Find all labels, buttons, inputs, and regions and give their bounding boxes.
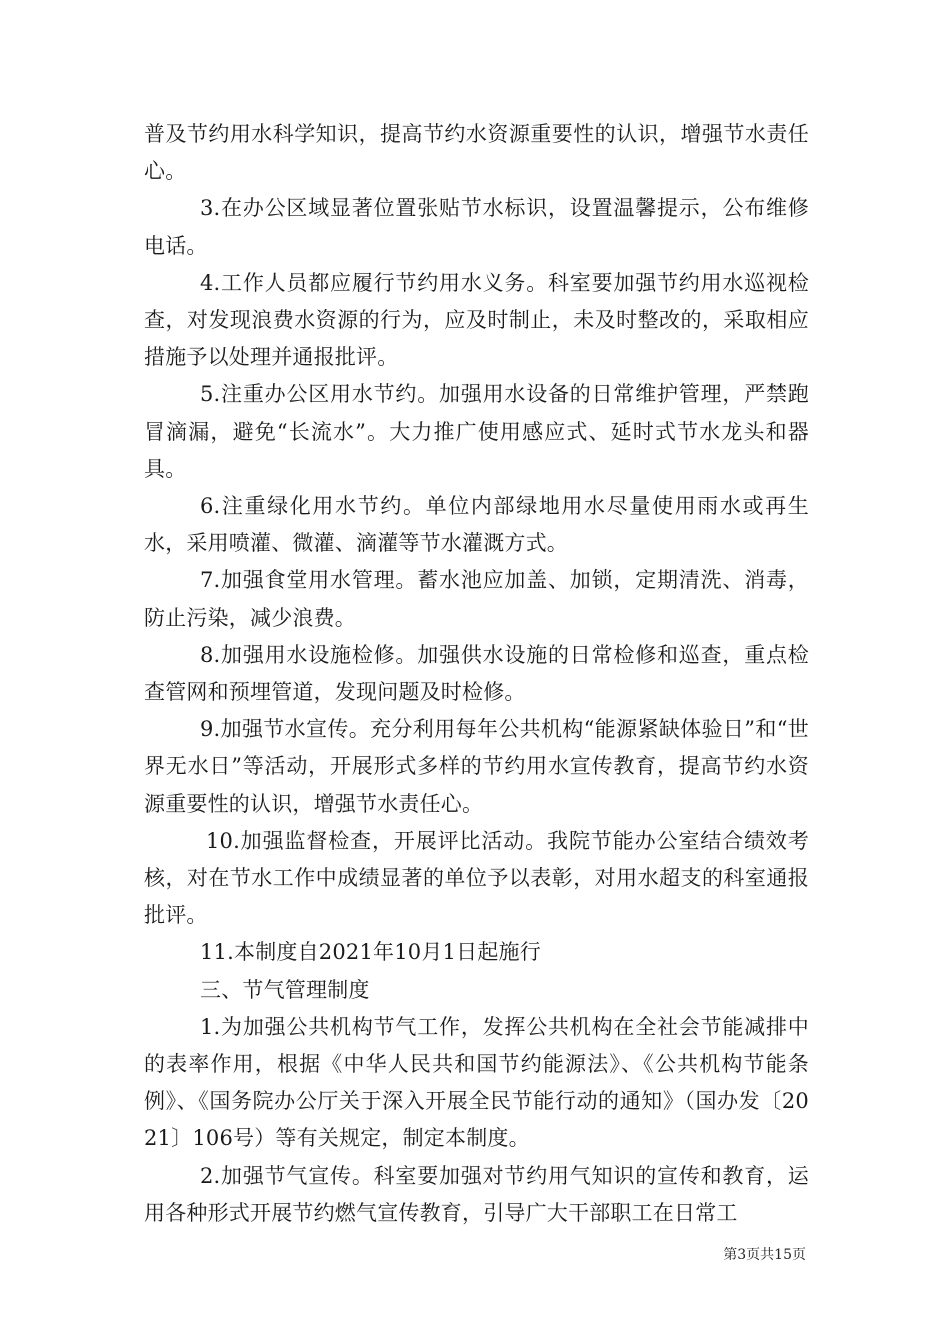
- paragraph-item-6: 6.注重绿化用水节约。单位内部绿地用水尽量使用雨水或再生水，采用喷灌、微灌、滴灌等节水灌溉方式。: [144, 494, 809, 556]
- paragraph-gas-item-1: 1.为加强公共机构节气工作，发挥公共机构在全社会节能减排中的表率作用，根据《中华人民共和国节约能源法》、《公共机构节能条例》、《国务院办公厅关于深入开展全民节能行动的通知》（国办发〔2021〕106号）等有关规定，制定本制度。: [144, 1014, 809, 1151]
- paragraph-gas-item-2: 2.加强节气宣传。科室要加强对节约用气知识的宣传和教育，运用各种形式开展节约燃气宣传教育，引导广大干部职工在日常工: [144, 1163, 809, 1225]
- paragraph-item-8: 8.加强用水设施检修。加强供水设施的日常检修和巡查，重点检查管网和预埋管道，发现问题及时检修。: [144, 642, 809, 705]
- paragraph-item-10: 10.加强监督检查，开展评比活动。我院节能办公室结合绩效考核，对在节水工作中成绩显著的单位予以表彰，对用水超支的科室通报批评。: [144, 828, 809, 928]
- paragraph-item-7: 7.加强食堂用水管理。蓄水池应加盖、加锁，定期清洗、消毒，防止污染，减少浪费。: [144, 568, 809, 630]
- paragraph-item-11: 11.本制度自2021年10月1日起施行: [200, 940, 541, 965]
- paragraph-item-4: 4.工作人员都应履行节约用水义务。科室要加强节约用水巡视检查，对发现浪费水资源的行为，应及时制止，未及时整改的，采取相应措施予以处理并通报批评。: [144, 270, 809, 370]
- paragraph-item-3: 3.在办公区域显著位置张贴节水标识，设置温馨提示，公布维修电话。: [144, 196, 809, 258]
- paragraph-item-9: 9.加强节水宣传。充分利用每年公共机构“能源紧缺体验日”和“世界无水日”等活动，开展形式多样的节约用水宣传教育，提高节约水资源重要性的认识，增强节水责任心。: [144, 717, 809, 816]
- page-number: 第3页共15页: [723, 1247, 806, 1263]
- paragraph-continuation: 普及节约用水科学知识，提高节约水资源重要性的认识，增强节水责任心。: [144, 122, 809, 184]
- paragraph-item-5: 5.注重办公区用水节约。加强用水设备的日常维护管理，严禁跑冒滴漏，避免“长流水”。大力推广使用感应式、延时式节水龙头和器具。: [144, 382, 809, 481]
- section-heading-gas-management: 三、节气管理制度: [200, 977, 370, 1002]
- document-body: [144, 116, 809, 1232]
